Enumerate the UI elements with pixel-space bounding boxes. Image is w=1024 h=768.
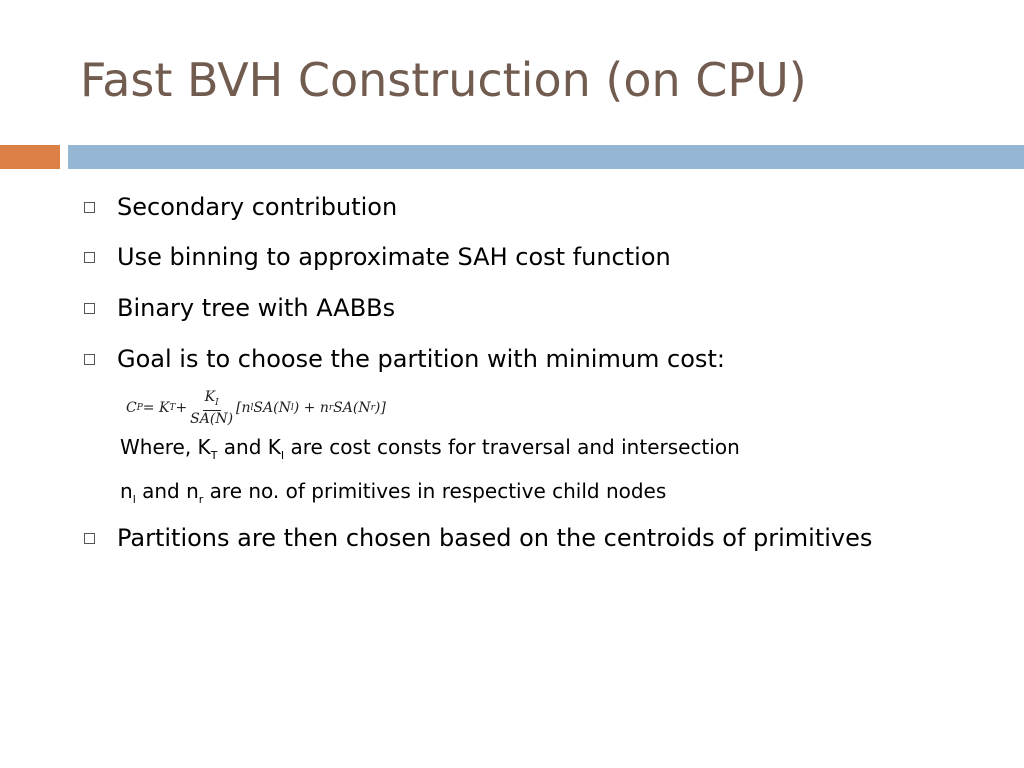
- cost-constants-note: [120, 434, 740, 469]
- formula-eq: = K: [142, 400, 170, 416]
- formula-numerator: [203, 389, 221, 412]
- note-text: Where, K: [120, 435, 211, 459]
- formula-close: )]: [374, 400, 386, 416]
- formula-fraction: [190, 389, 233, 428]
- square-bullet-icon: [84, 354, 95, 365]
- note-subscript: T: [210, 449, 218, 462]
- bullet-item: [84, 242, 671, 272]
- bullet-item: [84, 523, 872, 553]
- bullet-text: Binary tree with AABBs: [117, 294, 396, 322]
- square-bullet-icon: [84, 303, 95, 314]
- formula-denominator: SA(N): [190, 411, 234, 428]
- note-subscript: l: [132, 493, 136, 506]
- formula-term1-subscript: l: [290, 403, 294, 413]
- formula-term2: SA(N: [333, 400, 371, 416]
- note-subscript: I: [280, 449, 285, 462]
- bullet-text: Use binning to approximate SAH cost function: [117, 243, 671, 271]
- square-bullet-icon: [84, 252, 95, 263]
- formula-lhs: C: [126, 400, 137, 416]
- note-text: and K: [217, 435, 281, 459]
- note-text: are no. of primitives in respective child nodes: [203, 479, 667, 503]
- note-text: and n: [135, 479, 199, 503]
- square-bullet-icon: [84, 202, 95, 213]
- note-text: are cost consts for traversal and intersection: [284, 435, 740, 459]
- slide-title: Fast BVH Construction (on CPU): [80, 53, 807, 107]
- primitive-count-note: [120, 478, 666, 513]
- formula-plus: +: [175, 400, 188, 416]
- formula-lhs-subscript: P: [136, 403, 143, 413]
- note-text: n: [120, 479, 133, 503]
- formula-kt-subscript: T: [169, 403, 176, 413]
- title-accent-orange-bar: [0, 145, 60, 169]
- formula-term2-subscript: r: [370, 403, 375, 413]
- formula-mid: ) + n: [293, 400, 329, 416]
- bullet-item: [84, 192, 397, 222]
- title-accent-blue-bar: [68, 145, 1024, 169]
- formula-term1: SA(N: [253, 400, 291, 416]
- square-bullet-icon: [84, 533, 95, 544]
- formula-bracket: [n: [236, 400, 251, 416]
- bullet-item: [84, 293, 395, 323]
- sah-cost-formula: [126, 386, 386, 430]
- formula-num-subscript: I: [215, 397, 219, 408]
- formula-nl-subscript: l: [250, 403, 254, 413]
- bullet-text: Partitions are then chosen based on the centroids of primitives: [117, 524, 873, 552]
- formula-num-text: K: [204, 388, 216, 405]
- bullet-item: [84, 344, 725, 374]
- bullet-text: Secondary contribution: [117, 193, 398, 221]
- bullet-text: Goal is to choose the partition with minimum cost:: [117, 345, 725, 373]
- formula-nr-subscript: r: [328, 403, 334, 413]
- note-subscript: r: [198, 493, 204, 506]
